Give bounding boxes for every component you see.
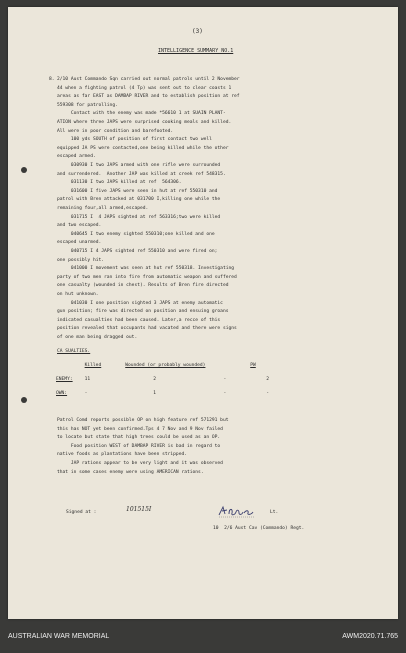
document-body (8, 7, 398, 619)
report-line: equipped JA PS were contacted,one being killed while the other (57, 145, 229, 151)
table-header-row (56, 363, 273, 377)
closing-line: Patrol Comd reports possible OP on high feature ref 571291 but (57, 418, 229, 423)
report-line: escaped unarmed. (57, 240, 102, 246)
document-title: INTELLIGENCE SUMMARY NO.1 (158, 48, 234, 54)
report-line: 030930 I two JAPS armed with one rifle were surrounded (57, 163, 221, 168)
report-line: 559308 for patrolling. (57, 102, 118, 108)
report-line: 031715 I 4 JAPS sighted at ref 563316;two were killed (57, 214, 221, 220)
document-page (8, 7, 398, 619)
table-row: ENEMY: 11 2 - 2 (56, 377, 273, 391)
report-line: All were in poor condition and barefooted. (57, 128, 174, 134)
col-header-pw: PW (250, 363, 256, 368)
closing-line: that in some cases enemy were using AMERICAN rations. (57, 469, 204, 475)
report-line: ATION where three JAPS were surprised cooking meals and killed. (57, 120, 232, 125)
report-line: 100 yds SOUTH of position of first contact two well (57, 137, 212, 143)
unit-name: 10 2/6 Aust Cav (Commando) Regt. (213, 526, 305, 531)
report-line: 031130 I two JAPS killed at ref 564306. (57, 180, 182, 186)
page-number: (3) (192, 28, 203, 35)
col-header-killed: Killed (84, 363, 102, 368)
report-line: and surrendered. Another JAP was killed at creek ref 548315. (57, 171, 226, 177)
report-line: 041030 I one position sighted 3 JAPS at enemy automatic (57, 300, 223, 306)
report-line: 040645 I two enemy sighted 550310;one killed and one (57, 231, 215, 237)
report-line: one casualty (wounded in chest). Results of Bren fire directed (57, 283, 229, 289)
footer-reference: AWM2020.71.765 (342, 633, 398, 640)
report-line: 2/10 Aust Commando Sqn carried out normal patrols until 2 November (57, 77, 240, 82)
report-line: position revealed that occupants had vacated and there were signs (57, 326, 237, 332)
table-row: OWN: - 1 - - (56, 391, 273, 405)
report-line: gun position; fire was directed on position and ensuing groans (57, 309, 229, 315)
casualties-table (56, 363, 273, 405)
row-label: OWN: (56, 390, 68, 396)
signed-at-value: 101515I (126, 506, 152, 513)
report-line: areas as far EAST as DAMBAP RIVER and to establish position at ref (57, 94, 240, 100)
report-line: 031600 I five JAPS were seen in hut at ref 550310 and (57, 188, 218, 194)
report-line: 041000 I movement was seen at hut ref 550318. Investigating (57, 266, 235, 272)
signature-rank: Lt. (270, 510, 279, 515)
closing-line: JAP rations appear to be very light and it was observed (57, 461, 223, 466)
signed-at-label: Signed at : (66, 510, 97, 515)
footer (0, 623, 406, 653)
handwritten-signature (217, 504, 257, 518)
report-line: on hut unknown. (57, 292, 99, 297)
report-line: of one man being dragged out. (57, 335, 138, 340)
casualties-title: CA SUALTIES. (57, 349, 91, 354)
report-line: one possibly hit. (57, 257, 105, 263)
report-line: party of two men ran into fire from automatic weapon and suffered (57, 274, 237, 280)
report-line: Contact with the enemy was made *56610 1 at SUAIN PLANT- (57, 111, 226, 117)
closing-line: native foods as plantations have been stripped. (57, 452, 187, 458)
report-line: indicated casualties had been caused. Later,a recce of this (57, 317, 221, 323)
closing-line: this has NOT yet been confirmed.Tps 4 7 Nov and 9 Nov failed (57, 426, 223, 432)
report-line: 040715 I 4 JAPS sighted ref 550310 and were fired on; (57, 249, 218, 254)
closing-line: to locate but state that high trees could be used as an OP. (57, 435, 221, 441)
paragraph-number: 8. (49, 77, 55, 82)
closing-line: Food position WEST of DAMBAP RIVER is bad in regard to (57, 443, 221, 449)
report-line: remaining four,all armed,escaped. (57, 206, 149, 211)
row-label: ENEMY: (56, 376, 73, 382)
col-header-wounded: Wounded (or probably wounded) (125, 363, 206, 368)
footer-institution: AUSTRALIAN WAR MEMORIAL (8, 633, 110, 640)
report-line: escaped armed. (57, 154, 96, 160)
report-line: 44 when a fighting patrol (4 Tp) was sent out to clear coasts 1 (57, 85, 232, 91)
report-line: and two escaped. (57, 223, 102, 229)
report-line: patrol with Bren attacked at 031700 I,killing one while the (57, 197, 221, 203)
